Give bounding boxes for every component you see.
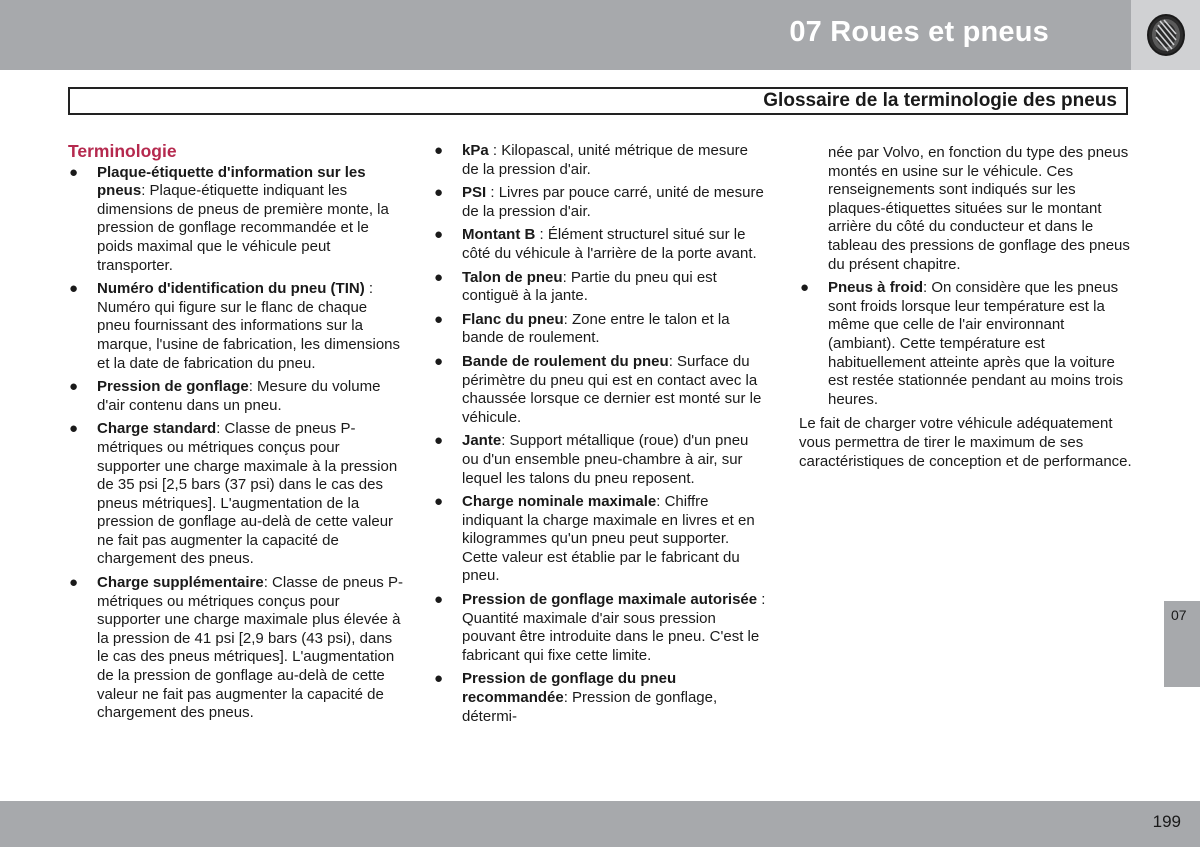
bullet-icon: ● — [69, 574, 79, 592]
bullet-icon: ● — [69, 420, 79, 438]
section-heading: Terminologie — [68, 141, 177, 161]
bullet-icon: ● — [434, 142, 444, 159]
term: Flanc du pneu — [462, 310, 564, 328]
term: Charge supplémentaire — [97, 574, 264, 592]
term: Pression de gonflage — [97, 378, 249, 396]
list-item — [433, 142, 768, 179]
bullet-icon: ● — [434, 352, 444, 370]
term-list — [433, 142, 768, 726]
definition: : Classe de pneus P-métriques ou métriques conçus pour supporter une charge maximale plus élevée à la pression de 41 psi [2,9 bars (43 psi), dans le cas des pneus métriques]. L'augmentation de la pression de gonflage au-delà de cette valeur ne fait pas augmenter la capacité de chargement des pneus. — [97, 574, 403, 722]
bullet-icon: ● — [434, 184, 444, 202]
term: Numéro d'identification du pneu (TIN) — [97, 280, 365, 298]
bullet-icon: ● — [434, 493, 444, 511]
definition: : Mesure du volume d'air contenu dans un pneu. — [97, 378, 381, 414]
column-2 — [433, 142, 768, 731]
list-item — [433, 353, 768, 427]
definition: : Chiffre indiquant la charge maximale en livres et en kilogrammes qu'un pneu peut supporter. Cette valeur est établie par le fabricant du pneu. — [462, 493, 755, 585]
list-item — [433, 311, 768, 348]
list-item — [68, 420, 403, 569]
term: kPa — [462, 142, 489, 159]
term: Charge standard — [97, 420, 217, 438]
bullet-icon: ● — [69, 280, 79, 298]
tire-icon — [1146, 13, 1186, 57]
definition: : Support métallique (roue) d'un pneu ou d'un ensemble pneu-chambre à air, sur lequel les talons du pneu reposent. — [462, 432, 749, 487]
term: Jante — [462, 432, 502, 450]
definition: : Quantité maximale d'air sous pression pouvant être introduite dans le pneu. C'est le fabricant qui fixe cette limite. — [462, 591, 766, 664]
term: Plaque-étiquette d'information sur les pneus — [97, 163, 366, 200]
bullet-icon: ● — [434, 226, 444, 244]
bullet-icon: ● — [434, 670, 444, 688]
section-title: Glossaire de la terminologie des pneus — [763, 90, 1117, 111]
list-item — [68, 574, 403, 723]
continued-definition: née par Volvo, en fonction du type des pneus montés en usine sur le véhicule. Ces renseignements sont indiqués sur les plaques-étiquettes situées sur le montant arrière du côté du conducteur et dans le tableau des pressions de gonflage des pneus du présent chapitre. — [828, 144, 1130, 273]
definition: : Surface du périmètre du pneu qui est en contact avec la chaussée lorsque ce dernier est monté sur le véhicule. — [462, 352, 762, 426]
definition: : Classe de pneus P-métriques ou métriques conçus pour supporter une charge maximale à la pression de 35 psi [2,5 bars (37 psi) dans le cas des pneus métriques]. L'augmentation de la pression de gonflage au-delà de cette valeur ne fait pas augmenter la capacité de chargement des pneus. — [97, 420, 398, 568]
bullet-icon: ● — [434, 268, 444, 286]
list-item — [433, 591, 768, 665]
header-band — [0, 0, 1131, 70]
term: Talon de pneu — [462, 268, 563, 286]
definition: : Kilopascal, unité métrique de mesure de la pression d'air. — [462, 142, 749, 178]
list-item — [433, 184, 768, 221]
list-item — [68, 164, 403, 276]
footer-band — [0, 801, 1200, 847]
chapter-icon-box — [1131, 0, 1200, 70]
column-1 — [68, 142, 403, 728]
definition: : Plaque-étiquette indiquant les dimensions de pneus de première monte, la pression de gonflage recommandée et le poids maximal que le véhicule peut transporter. — [97, 182, 389, 274]
term: Pression de gonflage maximale autorisée — [462, 591, 758, 609]
bullet-icon: ● — [69, 378, 79, 396]
list-item — [433, 493, 768, 586]
list-item — [68, 378, 403, 415]
term-list — [68, 164, 403, 723]
list-item — [433, 670, 768, 726]
bullet-icon: ● — [69, 163, 79, 181]
term: Charge nominale maximale — [462, 493, 657, 511]
bullet-icon: ● — [434, 432, 444, 450]
definition: : Zone entre le talon et la bande de roulement. — [462, 310, 730, 347]
definition: : Élément structurel situé sur le côté du véhicule à l'arrière de la porte avant. — [462, 226, 757, 262]
definition: : Numéro qui figure sur le flanc de chaque pneu fournissant des informations sur la marque, l'usine de fabrication, les dimensions et la date de fabrication du pneu. — [97, 280, 401, 372]
definition: : Partie du pneu qui est contiguë à la jante. — [462, 268, 717, 305]
definition: : Pression de gonflage, détermi- — [462, 689, 718, 725]
definition: : Livres par pouce carré, unité de mesure de la pression d'air. — [462, 184, 764, 220]
term: PSI — [462, 184, 487, 202]
term: Pneus à froid — [828, 279, 924, 297]
chapter-tab-label: 07 — [1171, 607, 1187, 623]
body-paragraph: Le fait de charger votre véhicule adéquatement vous permettra de tirer le maximum de ses caractéristiques de conception et de performance. — [799, 415, 1132, 470]
list-item — [68, 280, 403, 373]
column-3 — [799, 142, 1134, 471]
page-number: 199 — [1152, 812, 1181, 831]
definition: : On considère que les pneus sont froids lorsque leur température est la même que celle de l'air environnant (ambiant). Cette température est habituellement atteinte après que la voiture est restée stationnée pendant au moins trois heures. — [828, 279, 1124, 408]
list-item — [433, 432, 768, 488]
bullet-icon: ● — [800, 279, 810, 297]
term: Montant B — [462, 226, 536, 244]
chapter-title: 07 Roues et pneus — [789, 16, 1049, 48]
section-bar — [68, 87, 1128, 115]
list-item — [799, 279, 1134, 409]
term: Pression de gonflage du pneu recommandée — [462, 670, 677, 707]
term-list — [799, 279, 1134, 409]
list-item — [433, 226, 768, 263]
list-item — [433, 269, 768, 306]
bullet-icon: ● — [434, 310, 444, 328]
term: Bande de roulement du pneu — [462, 352, 669, 370]
bullet-icon: ● — [434, 591, 444, 609]
